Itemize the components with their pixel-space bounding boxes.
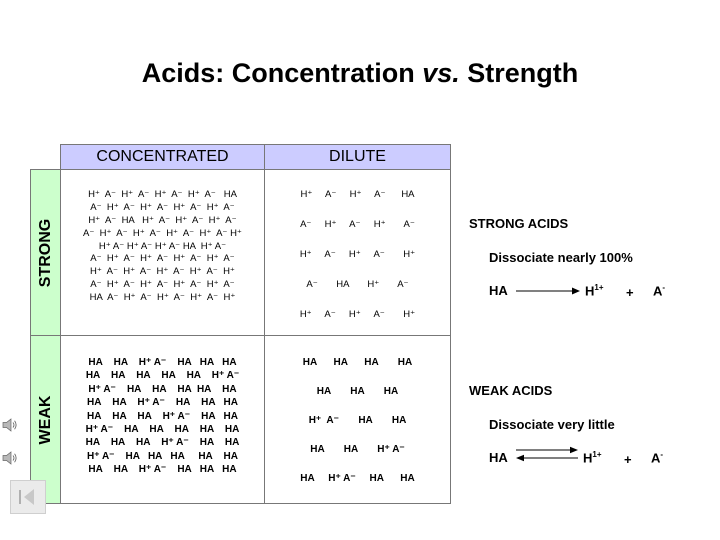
strong-eq-h-symbol: H bbox=[585, 283, 595, 299]
ion-row: H⁺ A⁻ H⁺ A⁻ H⁺ bbox=[299, 309, 416, 320]
weak-acids-description: Dissociate very little bbox=[489, 417, 615, 432]
nav-back-button[interactable] bbox=[10, 480, 46, 514]
weak-eq-plus: + bbox=[624, 452, 632, 467]
strong-acids-description: Dissociate nearly 100% bbox=[489, 250, 633, 265]
ion-row: HA A⁻ H⁺ A⁻ H⁺ A⁻ H⁺ A⁻ H⁺ bbox=[89, 292, 236, 304]
strong-eq-ha: HA bbox=[489, 283, 508, 298]
ion-row: H⁺ A⁻ HA HA HA HA HA bbox=[88, 383, 237, 395]
ion-row: HA HA HA H⁺ A⁻ HA HA bbox=[85, 437, 240, 449]
strong-dilute-rows bbox=[265, 189, 450, 336]
ion-row: HA HA HA bbox=[316, 386, 399, 397]
ion-row: HA HA HA HA HA H⁺ A⁻ bbox=[85, 370, 240, 382]
ion-row: A⁻ H⁺ A⁻ H⁺ A⁻ H⁺ A⁻ H⁺ A⁻ H⁺ bbox=[83, 227, 242, 239]
ion-row: A⁻ HA H⁺ A⁻ bbox=[306, 279, 409, 290]
ion-row: HA H⁺ A⁻ HA HA bbox=[300, 473, 415, 484]
slide-title bbox=[0, 58, 720, 89]
ion-row: A⁻ H⁺ A⁻ H⁺ A⁻ H⁺ A⁻ H⁺ A⁻ bbox=[90, 279, 235, 291]
ion-row: A⁻ H⁺ A⁻ H⁺ A⁻ H⁺ A⁻ H⁺ A⁻ bbox=[90, 253, 235, 265]
cell-strong-dilute bbox=[264, 169, 451, 336]
strong-eq-a-symbol: A bbox=[653, 283, 663, 299]
weak-eq-h-symbol: H bbox=[583, 450, 593, 466]
weak-eq-ha: HA bbox=[489, 450, 508, 465]
cell-weak-dilute bbox=[264, 335, 451, 504]
row-header-strong bbox=[30, 169, 61, 336]
ion-row: H⁺ A⁻ HA H⁺ A⁻ H⁺ A⁻ H⁺ A⁻ bbox=[88, 214, 237, 226]
strong-eq-h-charge: 1+ bbox=[594, 283, 604, 292]
ion-row: A⁻ H⁺ A⁻ H⁺ A⁻ bbox=[300, 219, 415, 230]
row-header-weak bbox=[30, 335, 61, 504]
weak-eq-a-symbol: A bbox=[651, 450, 661, 466]
strong-eq-h bbox=[585, 283, 604, 298]
ion-row: HA HA H⁺ A⁻ HA HA HA bbox=[88, 464, 237, 476]
ion-row: H⁺ A⁻ H⁺ A⁻ H⁺ A⁻ H⁺ A⁻ H⁺ bbox=[90, 266, 235, 278]
speaker-icon[interactable] bbox=[2, 451, 18, 465]
ion-row: H⁺ A⁻ H⁺ A⁻ H⁺ A⁻ HA H⁺ A⁻ bbox=[98, 240, 227, 252]
weak-eq-a-charge: - bbox=[660, 450, 664, 459]
ion-row: HA HA HA HA bbox=[302, 357, 413, 368]
ion-row: H⁺ A⁻ HA HA HA HA HA bbox=[87, 450, 238, 462]
header-concentrated: CONCENTRATED bbox=[60, 144, 265, 170]
cell-strong-concentrated bbox=[60, 169, 265, 336]
weak-dilute-rows bbox=[265, 357, 450, 502]
ion-row: HA HA H⁺ A⁻ bbox=[310, 444, 405, 455]
weak-eq-a bbox=[651, 450, 663, 465]
header-dilute: DILUTE bbox=[264, 144, 451, 170]
strong-eq-plus: + bbox=[626, 285, 634, 300]
strong-concentrated-rows bbox=[61, 189, 264, 305]
ion-row: HA HA HA H⁺ A⁻ HA HA bbox=[87, 410, 238, 422]
strong-eq-a bbox=[653, 283, 665, 298]
title-part-1: Acids: Concentration bbox=[141, 58, 423, 88]
ion-row: H⁺ A⁻ HA HA HA HA HA bbox=[85, 423, 240, 435]
ion-row: H⁺ A⁻ H⁺ A⁻ HA bbox=[300, 189, 415, 200]
ion-row: HA HA H⁺ A⁻ HA HA HA bbox=[88, 357, 237, 368]
ion-row: H⁺ A⁻ H⁺ A⁻ H⁺ A⁻ H⁺ A⁻ HA bbox=[88, 189, 237, 200]
ion-row: H⁺ A⁻ HA HA bbox=[308, 415, 407, 426]
row-header-weak-label: WEAK bbox=[36, 395, 54, 444]
row-header-strong-label: STRONG bbox=[36, 218, 54, 287]
ion-row: H⁺ A⁻ H⁺ A⁻ H⁺ bbox=[299, 249, 416, 260]
speaker-icon[interactable] bbox=[2, 418, 18, 432]
weak-concentrated-rows bbox=[61, 356, 264, 477]
cell-weak-concentrated bbox=[60, 335, 265, 504]
weak-eq-h-charge: 1+ bbox=[592, 450, 602, 459]
strong-acids-heading: STRONG ACIDS bbox=[469, 216, 569, 231]
strong-eq-a-charge: - bbox=[662, 283, 666, 292]
equilibrium-arrow-icon bbox=[516, 446, 578, 462]
nav-back-icon bbox=[11, 481, 45, 513]
title-part-2: vs. bbox=[422, 58, 460, 88]
weak-acids-heading: WEAK ACIDS bbox=[469, 383, 553, 398]
forward-arrow-icon bbox=[516, 285, 580, 297]
ion-row: A⁻ H⁺ A⁻ H⁺ A⁻ H⁺ A⁻ H⁺ A⁻ bbox=[90, 201, 235, 213]
ion-row: HA HA H⁺ A⁻ HA HA HA bbox=[87, 397, 238, 409]
title-part-3: Strength bbox=[459, 58, 579, 88]
weak-eq-h bbox=[583, 450, 602, 465]
